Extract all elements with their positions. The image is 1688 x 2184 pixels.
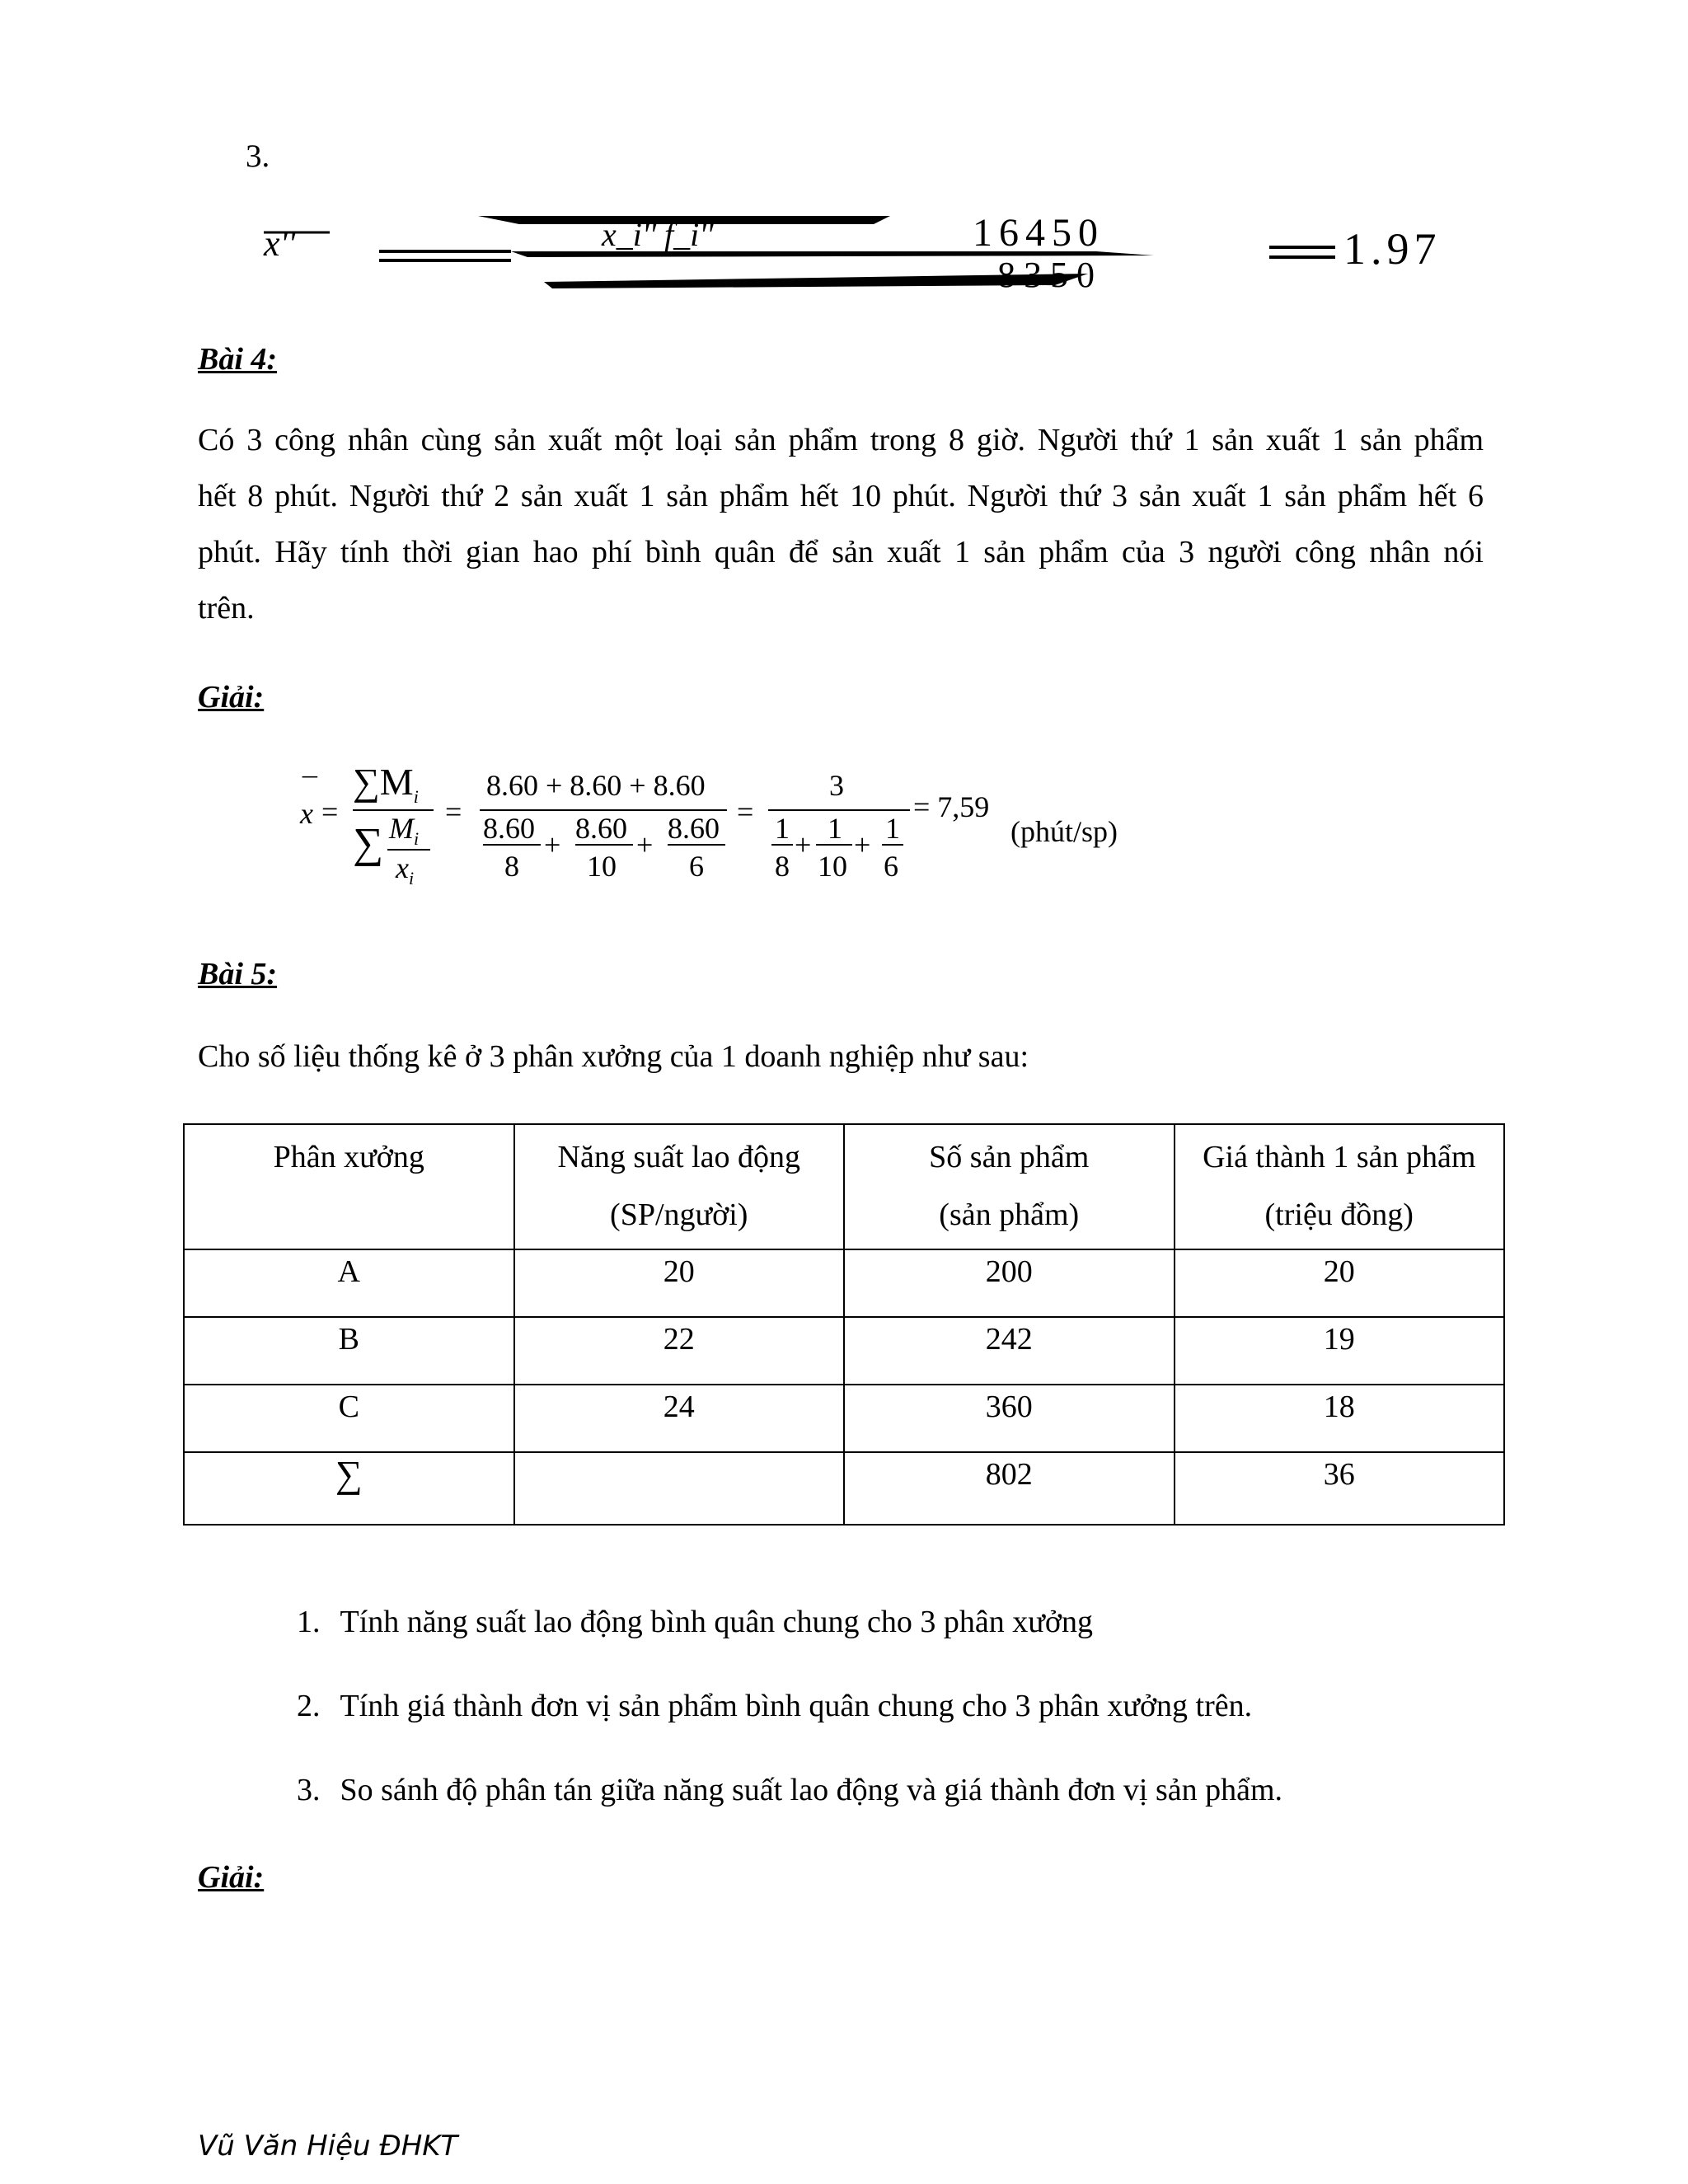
footer-author: Vũ Văn Hiệu ĐHKT bbox=[198, 2130, 458, 2163]
table-cell: 36 bbox=[1175, 1452, 1505, 1525]
formula-f2-den-2-top: 8.60 bbox=[575, 812, 627, 845]
formula-eq-2: = bbox=[445, 795, 462, 828]
task-text: Tính giá thành đơn vị sản phẩm bình quân chung cho 3 phân xưởng trên. bbox=[340, 1689, 1253, 1723]
table-header-cell: Phân xưởng bbox=[184, 1124, 514, 1249]
formula-f1-den-sum: ∑ bbox=[353, 820, 384, 867]
table-cell: 200 bbox=[844, 1249, 1175, 1317]
table-row bbox=[184, 1249, 1504, 1317]
table-cell: 20 bbox=[514, 1249, 845, 1317]
formula-top-numerator: 16450 bbox=[973, 211, 1104, 255]
bai4-heading: Bài 4: bbox=[198, 342, 278, 377]
bai4-solution-heading: Giải: bbox=[198, 680, 265, 715]
table-cell: 22 bbox=[514, 1317, 845, 1385]
bai4-line-3: phút. Hãy tính thời gian hao phí bình quân để sản xuất 1 sản phẩm của 3 người công nhân nói bbox=[198, 535, 1484, 569]
bai4-line-1: Có 3 công nhân cùng sản xuất một loại sản phẩm trong 8 giờ. Người thứ 1 sản xuất 1 sản phẩm bbox=[198, 423, 1484, 457]
table-cell: A bbox=[184, 1249, 514, 1317]
table-cell: 18 bbox=[1175, 1385, 1505, 1452]
task-text: Tính năng suất lao động bình quân chung cho 3 phân xưởng bbox=[340, 1605, 1093, 1639]
formula-eq-3: = bbox=[737, 795, 754, 828]
formula-f3-num: 3 bbox=[829, 769, 844, 802]
table-header-cell: Số sản phẩm (sản phẩm) bbox=[844, 1124, 1175, 1249]
table-cell: 802 bbox=[844, 1452, 1175, 1525]
formula-f3-den-2-bottom: 10 bbox=[818, 850, 847, 883]
task-number: 1. bbox=[297, 1605, 321, 1639]
table-sum-symbol: ∑ bbox=[184, 1452, 514, 1525]
table-cell: B bbox=[184, 1317, 514, 1385]
formula-f1-den-bottom: $x_i$ bbox=[396, 851, 415, 889]
table-cell: 24 bbox=[514, 1385, 845, 1452]
task-number: 2. bbox=[297, 1689, 321, 1723]
task-number: 3. bbox=[297, 1773, 321, 1807]
bai5-heading: Bài 5: bbox=[198, 957, 278, 991]
table-header-cell: Giá thành 1 sản phẩm (triệu đồng) bbox=[1175, 1124, 1505, 1249]
formula-lhs: x bbox=[300, 797, 313, 830]
table-cell: 242 bbox=[844, 1317, 1175, 1385]
table-cell: 20 bbox=[1175, 1249, 1505, 1317]
formula-top bbox=[247, 206, 1533, 297]
formula-f3-den-2-top: 1 bbox=[828, 812, 842, 845]
formula-f2-den-1-bottom: 8 bbox=[504, 850, 519, 883]
formula-eq-1: = bbox=[321, 795, 339, 828]
table-cell: C bbox=[184, 1385, 514, 1452]
bai5-intro: Cho số liệu thống kê ở 3 phân xưởng của 1 doanh nghiệp như sau: bbox=[198, 1039, 1029, 1074]
task-1 bbox=[297, 1605, 1093, 1638]
task-3 bbox=[297, 1774, 1282, 1807]
task-2 bbox=[297, 1690, 1252, 1722]
bai5-solution-heading: Giải: bbox=[198, 1860, 265, 1895]
formula-top-denominator: 8350 bbox=[997, 255, 1103, 295]
bai4-line-2: hết 8 phút. Người thứ 2 sản xuất 1 sản phẩm hết 10 phút. Người thứ 3 sản xuất 1 sản phẩm hết 6 bbox=[198, 479, 1484, 513]
formula-top-result: 1.97 bbox=[1343, 224, 1442, 274]
formula-f2-den-1-top: 8.60 bbox=[483, 812, 535, 845]
table-row bbox=[184, 1317, 1504, 1385]
table-header-row bbox=[184, 1124, 1504, 1249]
table-cell: 360 bbox=[844, 1385, 1175, 1452]
formula-f3-den-3-bottom: 6 bbox=[884, 850, 898, 883]
task-text: So sánh độ phân tán giữa năng suất lao động và giá thành đơn vị sản phẩm. bbox=[340, 1773, 1283, 1807]
data-table bbox=[183, 1123, 1505, 1526]
formula-result: = 7,59 bbox=[913, 790, 990, 823]
table-row bbox=[184, 1385, 1504, 1452]
formula-f3-den-1-bottom: 8 bbox=[775, 850, 790, 883]
table-sum-row bbox=[184, 1452, 1504, 1525]
formula-f2-den-3-bottom: 6 bbox=[689, 850, 704, 883]
item-number: 3. bbox=[246, 138, 270, 174]
formula-f2-den-3-top: 8.60 bbox=[668, 812, 720, 845]
formula-top-numerator-sym: x_i'' f_i'' bbox=[602, 216, 714, 253]
table-cell bbox=[514, 1452, 845, 1525]
formula-f1-den-top: $M_i$ bbox=[389, 812, 420, 850]
bai4-formula: ¯ x = $\sum M_i$ ∑ $M_i$ $x_i$ = 8.60 + 8.60 + 8.60 8.60 8 + 8.60 10 + 8.60 6 = 3 1 8 + 1 10 + 1 6 = 7,59 (phút/sp) bbox=[300, 761, 1118, 889]
table-cell: 19 bbox=[1175, 1317, 1505, 1385]
formula-f3-den-3-top: 1 bbox=[885, 812, 900, 845]
formula-unit: (phút/sp) bbox=[1010, 815, 1118, 848]
formula-f1-num: $\sum M_i$ bbox=[353, 761, 419, 808]
formula-f2-den-2-bottom: 10 bbox=[587, 850, 617, 883]
bai4-line-4: trên. bbox=[198, 591, 255, 626]
formula-xbar-bar: ¯ bbox=[300, 772, 315, 805]
formula-top-lhs: x'' bbox=[264, 223, 296, 264]
formula-f2-num: 8.60 + 8.60 + 8.60 bbox=[486, 769, 706, 802]
formula-f3-den-1-top: 1 bbox=[775, 812, 790, 845]
table-header-cell: Năng suất lao động (SP/người) bbox=[514, 1124, 845, 1249]
